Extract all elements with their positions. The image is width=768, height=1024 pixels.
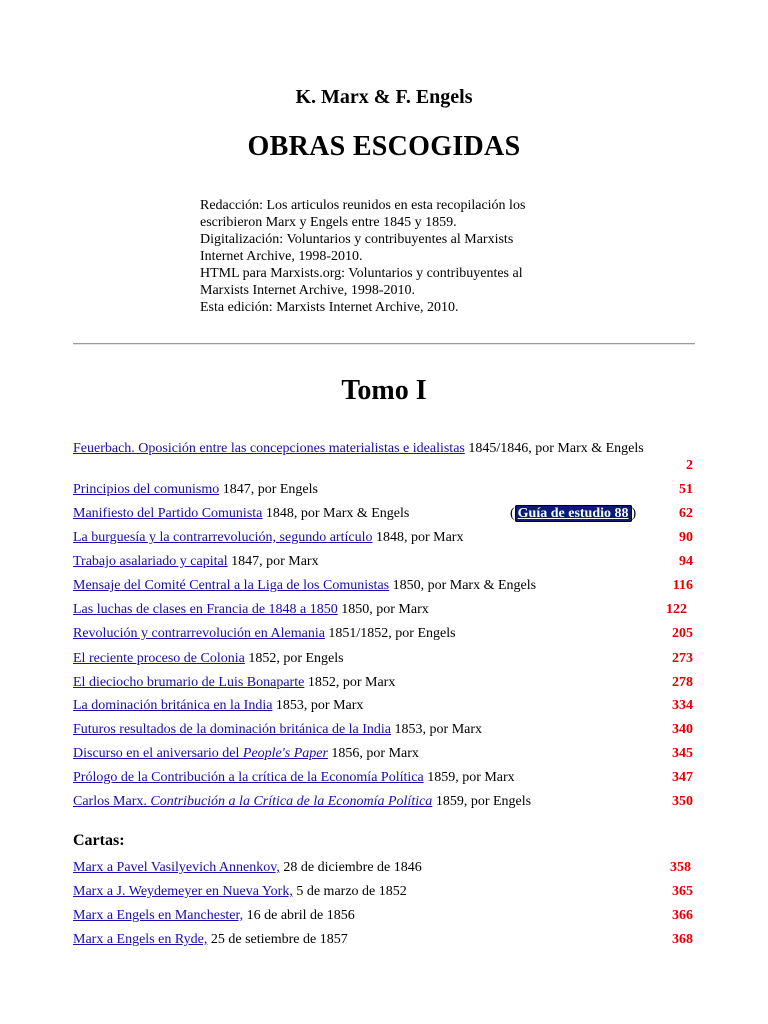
toc-page-number: 94 [679, 554, 693, 569]
cartas-heading: Cartas: [73, 832, 125, 849]
toc-link-carlos-marx[interactable] [73, 794, 432, 809]
toc-row-details: 1847, por Marx [227, 554, 319, 569]
credits-line: Digitalización: Voluntarios y contribuyentes al Marxists [200, 232, 514, 247]
toc-link-text: Discurso en el aniversario del [73, 746, 243, 761]
carta-page-number: 358 [670, 860, 691, 875]
toc-row-details: 1847, por Engels [219, 482, 318, 497]
toc-link-brumario[interactable]: El dieciocho brumario de Luis Bonaparte [73, 675, 305, 690]
toc-link-luchas[interactable]: Las luchas de clases en Francia de 1848 a 1850 [73, 602, 338, 617]
toc-link-colonia[interactable]: El reciente proceso de Colonia [73, 651, 245, 666]
toc-row [73, 793, 695, 810]
toc-link-prologo[interactable]: Prólogo de la Contribución a la crítica de la Economía Política [73, 770, 424, 785]
horizontal-divider [73, 343, 695, 345]
toc-row [73, 745, 695, 762]
book-title: OBRAS ESCOGIDAS [247, 131, 521, 162]
toc-row [73, 553, 695, 570]
carta-link-manchester[interactable]: Marx a Engels en Manchester, [73, 908, 244, 923]
toc-page-number: 122 [666, 602, 687, 617]
tomo-heading: Tomo I [341, 375, 427, 406]
carta-row-details: 16 de abril de 1856 [243, 908, 355, 923]
credits-line: HTML para Marxists.org: Voluntarios y contribuyentes al [200, 266, 523, 281]
toc-row-details: 1856, por Marx [327, 746, 419, 761]
toc-page-number: 90 [679, 530, 693, 545]
carta-page-number: 365 [672, 884, 693, 899]
toc-row-details: 1850, por Marx [337, 602, 429, 617]
toc-page-number: 2 [686, 458, 693, 473]
credits-block [200, 197, 580, 316]
credits-line: Redacción: Los articulos reunidos en esta recopilación los [200, 198, 526, 213]
carta-page-number: 368 [672, 932, 693, 947]
toc-link-burguesia[interactable]: La burguesía y la contrarrevolución, segundo artículo [73, 530, 373, 545]
toc-link-trabajo[interactable]: Trabajo asalariado y capital [73, 554, 228, 569]
toc-row [73, 505, 695, 522]
toc-row [73, 697, 695, 714]
toc-page-number: 116 [672, 578, 693, 593]
credits-line: escribieron Marx y Engels entre 1845 y 1859. [200, 215, 457, 230]
toc-row-details: 1848, por Marx & Engels [262, 506, 410, 521]
study-guide-link[interactable]: Guía de estudio 88 [515, 505, 632, 522]
study-guide-ref: ( Guía de estudio 88 ) [510, 506, 637, 521]
toc-page-number: 278 [672, 675, 693, 690]
toc-row [73, 481, 695, 498]
toc-page-number: 51 [679, 482, 693, 497]
toc-page-number: 273 [672, 651, 693, 666]
toc-link-italic: Contribución a la Crítica de la Economía Política [150, 794, 433, 809]
toc-row [73, 674, 695, 691]
toc-row-details: 1852, por Engels [244, 651, 344, 666]
credits-line: Internet Archive, 1998-2010. [200, 249, 363, 264]
carta-row [73, 859, 695, 876]
toc-link-futuros[interactable]: Futuros resultados de la dominación británica de la India [73, 722, 392, 737]
toc-row [73, 577, 695, 594]
toc-page-number: 334 [672, 698, 693, 713]
toc-page-number: 205 [672, 626, 693, 641]
toc-row-details: 1850, por Marx & Engels [389, 578, 537, 593]
toc-link-mensaje[interactable]: Mensaje del Comité Central a la Liga de los Comunistas [73, 578, 390, 593]
toc-link-feuerbach[interactable]: Feuerbach. Oposición entre las concepciones materialistas e idealistas [73, 441, 465, 456]
toc-row-details: 1848, por Marx [372, 530, 464, 545]
toc-row [73, 529, 695, 546]
toc-row [73, 625, 695, 642]
toc-row-details: 1859, por Marx [423, 770, 515, 785]
carta-row-details: 25 de setiembre de 1857 [207, 932, 348, 947]
credits-line: Esta edición: Marxists Internet Archive, 2010. [200, 300, 459, 315]
toc-row-details: 1845/1846, por Marx & Engels [464, 441, 644, 456]
toc-link-text: Carlos Marx. [73, 794, 151, 809]
toc-page-number: 350 [672, 794, 693, 809]
carta-row-details: 28 de diciembre de 1846 [279, 860, 422, 875]
toc-page-number: 62 [679, 506, 693, 521]
toc-row [73, 601, 695, 618]
toc-link-revolucion[interactable]: Revolución y contrarrevolución en Alemania [73, 626, 325, 641]
toc-row [73, 721, 695, 738]
credits-line: Marxists Internet Archive, 1998-2010. [200, 283, 416, 298]
toc-page-number: 340 [672, 722, 693, 737]
toc-link-dominacion[interactable]: La dominación británica en la India [73, 698, 273, 713]
toc-row-details: 1851/1852, por Engels [324, 626, 456, 641]
toc-row-details: 1859, por Engels [432, 794, 532, 809]
carta-page-number: 366 [672, 908, 693, 923]
authors-heading: K. Marx & F. Engels [295, 86, 473, 108]
carta-link-ryde[interactable]: Marx a Engels en Ryde, [73, 932, 208, 947]
toc-link-manifiesto[interactable]: Manifiesto del Partido Comunista [73, 506, 263, 521]
toc-row-details: 1852, por Marx [304, 675, 396, 690]
toc-row [73, 440, 695, 473]
toc-row [73, 769, 695, 786]
toc-row-details: 1853, por Marx [391, 722, 483, 737]
toc-row [73, 650, 695, 667]
toc-page-number: 347 [672, 770, 693, 785]
toc-row-details: 1853, por Marx [272, 698, 364, 713]
carta-row [73, 907, 695, 924]
carta-link-annenkov[interactable]: Marx a Pavel Vasilyevich Annenkov, [73, 860, 280, 875]
carta-row [73, 883, 695, 900]
toc-page-number: 345 [672, 746, 693, 761]
carta-link-weydemeyer[interactable]: Marx a J. Weydemeyer en Nueva York, [73, 884, 293, 899]
toc-link-discurso[interactable] [73, 746, 328, 761]
toc-link-principios[interactable]: Principios del comunismo [73, 482, 220, 497]
carta-row-details: 5 de marzo de 1852 [292, 884, 407, 899]
toc-link-italic: People's Paper [242, 746, 328, 761]
carta-row [73, 931, 695, 948]
